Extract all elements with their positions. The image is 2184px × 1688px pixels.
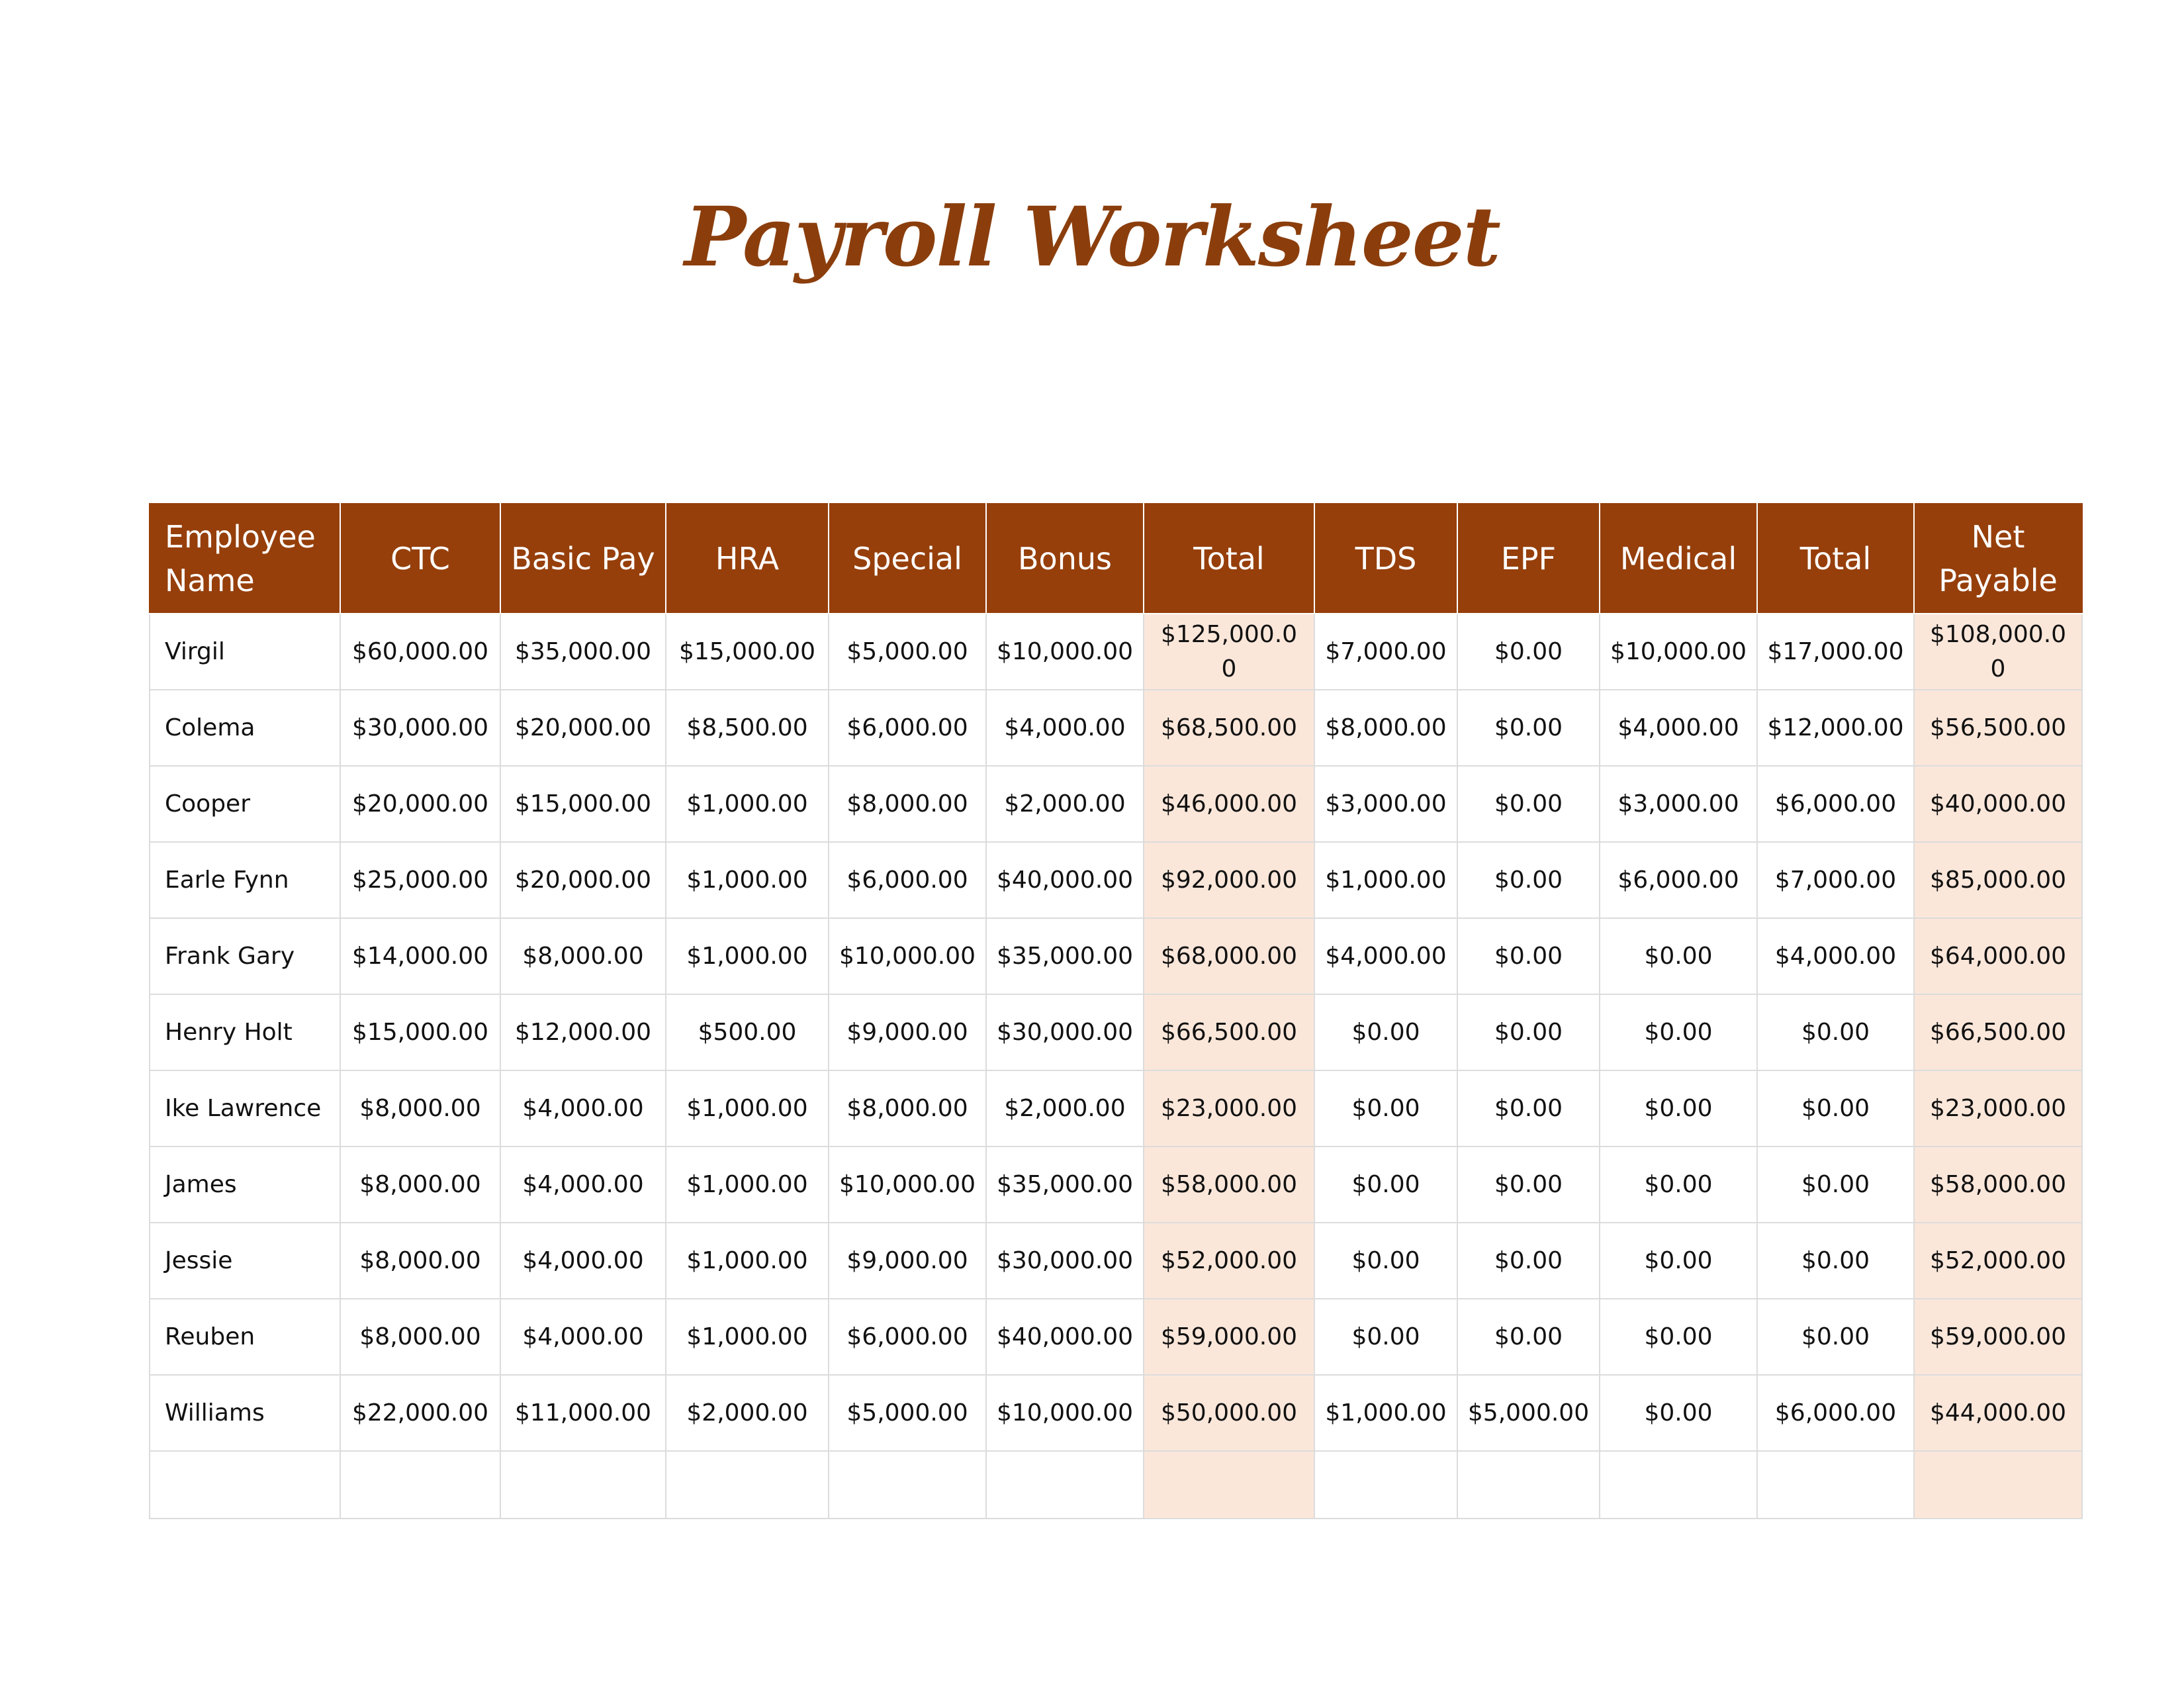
cell-basic-pay: $4,000.00	[500, 1147, 666, 1223]
cell-tds: $1,000.00	[1314, 1375, 1457, 1451]
cell-hra: $15,000.00	[666, 614, 829, 690]
cell-epf: $0.00	[1457, 1223, 1600, 1299]
cell-hra: $8,500.00	[666, 690, 829, 766]
cell-employee-name: Ike Lawrence	[150, 1070, 340, 1147]
column-header-net-payable: Net Payable	[1914, 504, 2082, 614]
cell-basic-pay: $35,000.00	[500, 614, 666, 690]
cell-earnings-total: $68,500.00	[1144, 690, 1314, 766]
cell-ctc: $60,000.00	[340, 614, 500, 690]
cell-tds: $0.00	[1314, 1223, 1457, 1299]
cell-deductions-total: $7,000.00	[1757, 842, 1914, 918]
cell-basic-pay: $8,000.00	[500, 918, 666, 994]
table-row	[150, 1299, 2082, 1375]
table-row	[150, 1223, 2082, 1299]
cell-medical: $10,000.00	[1600, 614, 1757, 690]
cell-employee-name: Cooper	[150, 766, 340, 842]
cell-basic-pay: $11,000.00	[500, 1375, 666, 1451]
cell-bonus: $35,000.00	[986, 918, 1144, 994]
cell-earnings-total: $66,500.00	[1144, 994, 1314, 1070]
cell-epf: $0.00	[1457, 690, 1600, 766]
cell-medical: $4,000.00	[1600, 690, 1757, 766]
cell-earnings-total: $52,000.00	[1144, 1223, 1314, 1299]
cell-net-payable: $66,500.00	[1914, 994, 2082, 1070]
header-row	[150, 504, 2082, 614]
cell-basic-pay: $4,000.00	[500, 1070, 666, 1147]
cell-earnings-total: $92,000.00	[1144, 842, 1314, 918]
cell-tds: $0.00	[1314, 1147, 1457, 1223]
cell-bonus: $10,000.00	[986, 1375, 1144, 1451]
table-row	[150, 842, 2082, 918]
cell-deductions-total: $17,000.00	[1757, 614, 1914, 690]
cell-epf: $5,000.00	[1457, 1375, 1600, 1451]
cell-medical: $0.00	[1600, 1147, 1757, 1223]
cell-employee-name: Frank Gary	[150, 918, 340, 994]
cell-hra	[666, 1451, 829, 1519]
cell-ctc: $22,000.00	[340, 1375, 500, 1451]
column-header-employee-name: Employee Name	[150, 504, 340, 614]
cell-tds	[1314, 1451, 1457, 1519]
cell-bonus: $2,000.00	[986, 1070, 1144, 1147]
cell-medical: $3,000.00	[1600, 766, 1757, 842]
column-header-hra: HRA	[666, 504, 829, 614]
cell-epf: $0.00	[1457, 1299, 1600, 1375]
cell-basic-pay: $4,000.00	[500, 1299, 666, 1375]
column-header-deductions-total: Total	[1757, 504, 1914, 614]
cell-deductions-total	[1757, 1451, 1914, 1519]
cell-employee-name: James	[150, 1147, 340, 1223]
cell-epf: $0.00	[1457, 614, 1600, 690]
cell-deductions-total: $0.00	[1757, 1147, 1914, 1223]
cell-ctc: $30,000.00	[340, 690, 500, 766]
cell-deductions-total: $0.00	[1757, 1299, 1914, 1375]
table-body	[150, 614, 2082, 1519]
cell-epf: $0.00	[1457, 842, 1600, 918]
cell-medical: $6,000.00	[1600, 842, 1757, 918]
cell-bonus: $30,000.00	[986, 1223, 1144, 1299]
table-row	[150, 1147, 2082, 1223]
table-row	[150, 766, 2082, 842]
table-row	[150, 918, 2082, 994]
table-row	[150, 690, 2082, 766]
cell-net-payable: $59,000.00	[1914, 1299, 2082, 1375]
cell-earnings-total	[1144, 1451, 1314, 1519]
cell-medical: $0.00	[1600, 994, 1757, 1070]
cell-deductions-total: $0.00	[1757, 1223, 1914, 1299]
cell-deductions-total: $0.00	[1757, 1070, 1914, 1147]
cell-hra: $1,000.00	[666, 1070, 829, 1147]
cell-medical: $0.00	[1600, 1070, 1757, 1147]
cell-net-payable: $52,000.00	[1914, 1223, 2082, 1299]
cell-employee-name: Reuben	[150, 1299, 340, 1375]
cell-hra: $1,000.00	[666, 1147, 829, 1223]
cell-basic-pay: $4,000.00	[500, 1223, 666, 1299]
cell-special: $9,000.00	[829, 1223, 986, 1299]
table-row	[150, 994, 2082, 1070]
cell-net-payable: $56,500.00	[1914, 690, 2082, 766]
column-header-basic-pay: Basic Pay	[500, 504, 666, 614]
table-row	[150, 1070, 2082, 1147]
cell-epf: $0.00	[1457, 766, 1600, 842]
cell-basic-pay: $15,000.00	[500, 766, 666, 842]
cell-ctc: $25,000.00	[340, 842, 500, 918]
cell-net-payable	[1914, 1451, 2082, 1519]
cell-tds: $0.00	[1314, 1070, 1457, 1147]
cell-ctc: $14,000.00	[340, 918, 500, 994]
payroll-table	[149, 503, 2083, 1519]
column-header-medical: Medical	[1600, 504, 1757, 614]
cell-hra: $2,000.00	[666, 1375, 829, 1451]
cell-net-payable: $85,000.00	[1914, 842, 2082, 918]
cell-net-payable: $23,000.00	[1914, 1070, 2082, 1147]
cell-employee-name: Williams	[150, 1375, 340, 1451]
cell-medical	[1600, 1451, 1757, 1519]
cell-earnings-total: $59,000.00	[1144, 1299, 1314, 1375]
cell-hra: $1,000.00	[666, 766, 829, 842]
cell-tds: $4,000.00	[1314, 918, 1457, 994]
cell-tds: $7,000.00	[1314, 614, 1457, 690]
cell-net-payable: $40,000.00	[1914, 766, 2082, 842]
cell-basic-pay: $20,000.00	[500, 842, 666, 918]
cell-earnings-total: $23,000.00	[1144, 1070, 1314, 1147]
cell-employee-name: Virgil	[150, 614, 340, 690]
column-header-earnings-total: Total	[1144, 504, 1314, 614]
cell-tds: $0.00	[1314, 994, 1457, 1070]
cell-tds: $8,000.00	[1314, 690, 1457, 766]
cell-special: $10,000.00	[829, 1147, 986, 1223]
cell-net-payable: $44,000.00	[1914, 1375, 2082, 1451]
cell-deductions-total: $4,000.00	[1757, 918, 1914, 994]
cell-earnings-total: $50,000.00	[1144, 1375, 1314, 1451]
column-header-special: Special	[829, 504, 986, 614]
cell-special: $5,000.00	[829, 1375, 986, 1451]
cell-special: $6,000.00	[829, 690, 986, 766]
cell-earnings-total: $125,000.00	[1144, 614, 1314, 690]
cell-employee-name: Jessie	[150, 1223, 340, 1299]
cell-deductions-total: $12,000.00	[1757, 690, 1914, 766]
table-row	[150, 1451, 2082, 1519]
cell-epf: $0.00	[1457, 1070, 1600, 1147]
cell-epf: $0.00	[1457, 918, 1600, 994]
cell-medical: $0.00	[1600, 1375, 1757, 1451]
cell-bonus: $40,000.00	[986, 1299, 1144, 1375]
cell-epf: $0.00	[1457, 1147, 1600, 1223]
cell-medical: $0.00	[1600, 1299, 1757, 1375]
cell-basic-pay: $20,000.00	[500, 690, 666, 766]
cell-special: $6,000.00	[829, 1299, 986, 1375]
column-header-epf: EPF	[1457, 504, 1600, 614]
cell-earnings-total: $58,000.00	[1144, 1147, 1314, 1223]
column-header-bonus: Bonus	[986, 504, 1144, 614]
cell-bonus	[986, 1451, 1144, 1519]
cell-employee-name: Colema	[150, 690, 340, 766]
cell-deductions-total: $6,000.00	[1757, 1375, 1914, 1451]
cell-ctc	[340, 1451, 500, 1519]
table-row	[150, 614, 2082, 690]
page-title: Payroll Worksheet	[684, 189, 1500, 285]
cell-ctc: $8,000.00	[340, 1070, 500, 1147]
cell-ctc: $8,000.00	[340, 1223, 500, 1299]
cell-epf: $0.00	[1457, 994, 1600, 1070]
cell-tds: $0.00	[1314, 1299, 1457, 1375]
column-header-tds: TDS	[1314, 504, 1457, 614]
cell-earnings-total: $46,000.00	[1144, 766, 1314, 842]
cell-epf	[1457, 1451, 1600, 1519]
cell-deductions-total: $6,000.00	[1757, 766, 1914, 842]
column-header-ctc: CTC	[340, 504, 500, 614]
cell-bonus: $2,000.00	[986, 766, 1144, 842]
table-row	[150, 1375, 2082, 1451]
cell-special: $8,000.00	[829, 1070, 986, 1147]
cell-special: $6,000.00	[829, 842, 986, 918]
cell-net-payable: $58,000.00	[1914, 1147, 2082, 1223]
cell-hra: $1,000.00	[666, 918, 829, 994]
cell-hra: $1,000.00	[666, 1299, 829, 1375]
cell-employee-name	[150, 1451, 340, 1519]
cell-tds: $1,000.00	[1314, 842, 1457, 918]
cell-net-payable: $108,000.00	[1914, 614, 2082, 690]
cell-employee-name: Henry Holt	[150, 994, 340, 1070]
cell-bonus: $10,000.00	[986, 614, 1144, 690]
cell-ctc: $8,000.00	[340, 1299, 500, 1375]
cell-ctc: $8,000.00	[340, 1147, 500, 1223]
cell-ctc: $15,000.00	[340, 994, 500, 1070]
cell-deductions-total: $0.00	[1757, 994, 1914, 1070]
cell-tds: $3,000.00	[1314, 766, 1457, 842]
cell-hra: $500.00	[666, 994, 829, 1070]
cell-bonus: $35,000.00	[986, 1147, 1144, 1223]
cell-basic-pay	[500, 1451, 666, 1519]
cell-hra: $1,000.00	[666, 842, 829, 918]
cell-special: $8,000.00	[829, 766, 986, 842]
cell-employee-name: Earle Fynn	[150, 842, 340, 918]
cell-bonus: $4,000.00	[986, 690, 1144, 766]
cell-special: $5,000.00	[829, 614, 986, 690]
cell-basic-pay: $12,000.00	[500, 994, 666, 1070]
cell-special: $10,000.00	[829, 918, 986, 994]
cell-ctc: $20,000.00	[340, 766, 500, 842]
cell-medical: $0.00	[1600, 1223, 1757, 1299]
cell-special: $9,000.00	[829, 994, 986, 1070]
cell-net-payable: $64,000.00	[1914, 918, 2082, 994]
cell-special	[829, 1451, 986, 1519]
cell-bonus: $40,000.00	[986, 842, 1144, 918]
cell-medical: $0.00	[1600, 918, 1757, 994]
cell-hra: $1,000.00	[666, 1223, 829, 1299]
cell-bonus: $30,000.00	[986, 994, 1144, 1070]
cell-earnings-total: $68,000.00	[1144, 918, 1314, 994]
